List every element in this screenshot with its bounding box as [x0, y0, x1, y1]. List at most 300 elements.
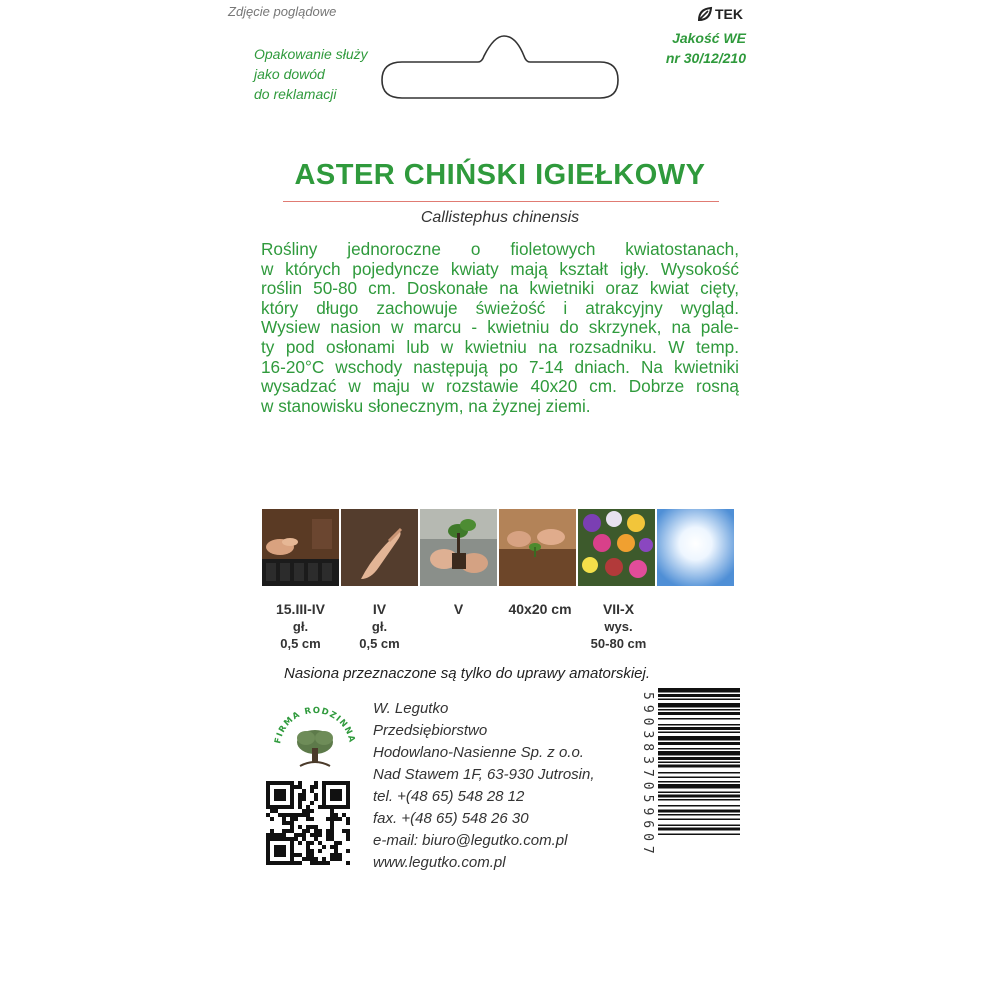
- complaint-line: jako dowód: [254, 66, 325, 82]
- flowers-photo: [578, 509, 655, 586]
- qr-module: [346, 805, 350, 809]
- barcode-bar: [658, 772, 740, 774]
- qr-module: [282, 821, 286, 825]
- qr-module: [274, 845, 278, 849]
- brand-text: TEK: [715, 6, 743, 22]
- qr-module: [270, 817, 274, 821]
- qr-module: [298, 805, 302, 809]
- qr-module: [330, 845, 334, 849]
- qr-module: [270, 837, 274, 841]
- qr-module: [302, 857, 306, 861]
- step-line: 40x20 cm: [508, 601, 572, 617]
- qr-module: [310, 833, 314, 837]
- barcode-bar: [658, 709, 740, 711]
- qr-module: [334, 857, 338, 861]
- qr-module: [334, 805, 338, 809]
- qr-module: [318, 805, 322, 809]
- qr-module: [346, 833, 350, 837]
- qr-module: [310, 853, 314, 857]
- qr-module: [330, 833, 334, 837]
- barcode-bar: [658, 814, 740, 816]
- qr-module: [298, 841, 302, 845]
- qr-module: [346, 837, 350, 841]
- qr-module: [282, 853, 286, 857]
- qr-module: [322, 845, 326, 849]
- pictogram-strip: [262, 509, 734, 586]
- description-line: 16-20°C wschody następują po 7-14 dniach. Na kwietniki: [261, 356, 739, 377]
- qr-module: [306, 857, 310, 861]
- qr-module: [282, 845, 286, 849]
- qr-module: [286, 829, 290, 833]
- barcode: [658, 688, 740, 870]
- qr-module: [294, 837, 298, 841]
- qr-module: [290, 781, 294, 785]
- qr-module: [302, 833, 306, 837]
- qr-module: [270, 829, 274, 833]
- step-label: [341, 601, 418, 652]
- seedling-photo: [420, 509, 497, 586]
- qr-module: [294, 861, 298, 865]
- qr-module: [330, 805, 334, 809]
- complaint-line: Opakowanie służy: [254, 46, 368, 62]
- qr-module: [322, 797, 326, 801]
- qr-module: [326, 829, 330, 833]
- qr-module: [322, 781, 326, 785]
- barcode-bar: [658, 805, 740, 807]
- barcode-bar: [658, 784, 740, 789]
- description-line: w których pojedyncze kwiaty mają kształt igły. Wysokość: [261, 258, 739, 279]
- qr-module: [306, 853, 310, 857]
- qr-module: [270, 805, 274, 809]
- qr-module: [274, 797, 278, 801]
- qr-code: [266, 781, 350, 865]
- qr-module: [266, 789, 270, 793]
- qr-module: [306, 845, 310, 849]
- qr-module: [294, 833, 298, 837]
- qr-module: [286, 837, 290, 841]
- qr-module: [278, 797, 282, 801]
- qr-module: [274, 781, 278, 785]
- qr-module: [322, 801, 326, 805]
- qr-module: [310, 825, 314, 829]
- qr-module: [310, 857, 314, 861]
- qr-module: [290, 837, 294, 841]
- qr-module: [278, 861, 282, 865]
- barcode-bar: [658, 694, 740, 697]
- qr-module: [326, 805, 330, 809]
- description-line: ty pod osłonami lub w kwietniu na rozsadniku. W temp.: [261, 336, 739, 357]
- qr-module: [290, 813, 294, 817]
- barcode-bar: [658, 712, 740, 715]
- qr-module: [346, 789, 350, 793]
- quality-line: nr 30/12/210: [665, 50, 746, 66]
- qr-module: [290, 793, 294, 797]
- qr-module: [266, 813, 270, 817]
- qr-module: [306, 809, 310, 813]
- contact-line: www.legutko.com.pl: [373, 854, 506, 871]
- qr-module: [330, 837, 334, 841]
- qr-module: [326, 837, 330, 841]
- qr-module: [334, 793, 338, 797]
- qr-module: [302, 809, 306, 813]
- product-title: ASTER CHIŃSKI IGIEŁKOWY: [294, 159, 706, 191]
- photo-note: Zdjęcie poglądowe: [228, 4, 337, 19]
- qr-module: [270, 809, 274, 813]
- qr-module: [278, 849, 282, 853]
- qr-module: [314, 785, 318, 789]
- qr-module: [274, 809, 278, 813]
- qr-module: [294, 785, 298, 789]
- qr-module: [334, 817, 338, 821]
- qr-module: [318, 833, 322, 837]
- qr-module: [342, 829, 346, 833]
- barcode-bar: [658, 742, 740, 745]
- qr-module: [306, 813, 310, 817]
- qr-module: [266, 781, 270, 785]
- qr-module: [330, 797, 334, 801]
- qr-module: [338, 817, 342, 821]
- qr-module: [330, 821, 334, 825]
- qr-module: [314, 797, 318, 801]
- qr-module: [314, 825, 318, 829]
- qr-module: [290, 789, 294, 793]
- qr-module: [310, 809, 314, 813]
- quality-note: [620, 28, 746, 68]
- qr-module: [290, 829, 294, 833]
- qr-module: [338, 793, 342, 797]
- qr-module: [290, 797, 294, 801]
- qr-module: [290, 841, 294, 845]
- qr-module: [290, 857, 294, 861]
- qr-module: [274, 853, 278, 857]
- qr-module: [302, 837, 306, 841]
- qr-module: [278, 805, 282, 809]
- qr-module: [286, 805, 290, 809]
- qr-module: [298, 813, 302, 817]
- qr-module: [346, 793, 350, 797]
- qr-module: [330, 781, 334, 785]
- qr-module: [278, 789, 282, 793]
- step-label: [580, 601, 657, 652]
- qr-module: [330, 829, 334, 833]
- qr-module: [298, 793, 302, 797]
- qr-module: [274, 789, 278, 793]
- qr-module: [330, 809, 334, 813]
- qr-module: [298, 801, 302, 805]
- qr-module: [282, 837, 286, 841]
- contact-line: W. Legutko: [373, 700, 449, 717]
- barcode-bar: [658, 699, 740, 701]
- qr-module: [342, 781, 346, 785]
- qr-module: [266, 853, 270, 857]
- qr-module: [282, 805, 286, 809]
- qr-module: [290, 805, 294, 809]
- qr-module: [298, 781, 302, 785]
- barcode-bar: [658, 799, 740, 801]
- latin-name: Callistephus chinensis: [420, 209, 580, 226]
- step-label: [499, 601, 581, 618]
- qr-module: [338, 841, 342, 845]
- qr-module: [266, 849, 270, 853]
- qr-module: [290, 845, 294, 849]
- sowing-tray-photo: [262, 509, 339, 586]
- barcode-bar: [658, 792, 740, 794]
- qr-module: [314, 829, 318, 833]
- barcode-bar: [658, 718, 740, 720]
- qr-module: [322, 789, 326, 793]
- qr-module: [322, 805, 326, 809]
- qr-module: [278, 833, 282, 837]
- qr-module: [266, 785, 270, 789]
- step-line: IV: [372, 601, 387, 617]
- qr-module: [266, 857, 270, 861]
- qr-module: [338, 789, 342, 793]
- qr-module: [290, 801, 294, 805]
- qr-module: [310, 801, 314, 805]
- step-line: gł.: [371, 619, 388, 634]
- step-line: 50-80 cm: [590, 636, 647, 651]
- qr-module: [346, 801, 350, 805]
- qr-module: [306, 825, 310, 829]
- qr-module: [270, 833, 274, 837]
- sun-photo: [657, 509, 734, 586]
- qr-module: [314, 837, 318, 841]
- planting-photo: [499, 509, 576, 586]
- qr-module: [314, 861, 318, 865]
- qr-module: [274, 849, 278, 853]
- qr-module: [278, 837, 282, 841]
- qr-module: [318, 849, 322, 853]
- qr-module: [306, 841, 310, 845]
- qr-module: [282, 789, 286, 793]
- qr-module: [318, 841, 322, 845]
- step-line: 0,5 cm: [359, 636, 400, 651]
- complaint-note: [254, 44, 368, 104]
- qr-module: [290, 825, 294, 829]
- qr-module: [346, 821, 350, 825]
- qr-module: [310, 861, 314, 865]
- step-line: VII-X: [602, 601, 635, 617]
- qr-module: [346, 781, 350, 785]
- barcode-bar: [658, 777, 740, 779]
- barcode-bar: [658, 748, 740, 750]
- qr-module: [266, 845, 270, 849]
- barcode-bar: [658, 819, 740, 821]
- qr-module: [266, 833, 270, 837]
- qr-module: [334, 797, 338, 801]
- qr-module: [278, 845, 282, 849]
- qr-module: [334, 849, 338, 853]
- qr-module: [282, 829, 286, 833]
- qr-module: [334, 841, 338, 845]
- company-contact: [373, 698, 595, 874]
- barcode-bar: [658, 781, 740, 783]
- qr-module: [310, 817, 314, 821]
- qr-module: [334, 781, 338, 785]
- qr-module: [346, 849, 350, 853]
- qr-module: [346, 829, 350, 833]
- qr-module: [318, 861, 322, 865]
- qr-module: [266, 861, 270, 865]
- barcode-bar: [658, 751, 740, 756]
- qr-module: [326, 861, 330, 865]
- barcode-bar: [658, 732, 740, 734]
- barcode-bar: [658, 765, 740, 768]
- qr-module: [266, 793, 270, 797]
- qr-module: [286, 781, 290, 785]
- description-line: w stanowisku słonecznym, na żyznej ziemi.: [261, 395, 591, 416]
- qr-module: [290, 853, 294, 857]
- contact-line: Nad Stawem 1F, 63-930 Jutrosin,: [373, 766, 595, 783]
- qr-module: [274, 833, 278, 837]
- qr-module: [334, 813, 338, 817]
- step-line: 0,5 cm: [280, 636, 321, 651]
- qr-module: [282, 817, 286, 821]
- qr-module: [298, 833, 302, 837]
- qr-module: [342, 805, 346, 809]
- amateur-use-notice: Nasiona przeznaczone są tylko do uprawy amatorskiej.: [284, 665, 651, 682]
- contact-line: tel. +(48 65) 548 28 12: [373, 788, 525, 805]
- barcode-bar: [658, 703, 740, 708]
- qr-module: [322, 857, 326, 861]
- qr-module: [322, 861, 326, 865]
- qr-module: [330, 789, 334, 793]
- qr-module: [306, 805, 310, 809]
- qr-module: [286, 861, 290, 865]
- qr-module: [330, 857, 334, 861]
- qr-module: [278, 853, 282, 857]
- barcode-bar: [658, 762, 740, 764]
- barcode-bar: [658, 727, 740, 730]
- qr-module: [282, 793, 286, 797]
- qr-module: [322, 793, 326, 797]
- qr-module: [314, 793, 318, 797]
- qr-module: [302, 829, 306, 833]
- qr-module: [274, 837, 278, 841]
- qr-module: [310, 841, 314, 845]
- qr-module: [334, 853, 338, 857]
- qr-module: [278, 813, 282, 817]
- qr-module: [290, 861, 294, 865]
- qr-module: [294, 817, 298, 821]
- qr-module: [278, 781, 282, 785]
- step-line: V: [453, 601, 464, 617]
- brand-mark: [697, 6, 743, 22]
- qr-module: [294, 853, 298, 857]
- barcode-bar: [658, 825, 740, 827]
- quality-line: Jakość WE: [672, 30, 746, 46]
- qr-module: [302, 797, 306, 801]
- description-line: który długo zachowuje świeżość i atrakcyjny wygląd.: [261, 297, 739, 318]
- qr-module: [338, 853, 342, 857]
- qr-module: [338, 781, 342, 785]
- description-line: roślin 50-80 cm. Doskonałe na kwietniki oraz kwiat cięty,: [261, 278, 739, 299]
- barcode-bar: [658, 810, 740, 813]
- qr-module: [286, 821, 290, 825]
- step-label: [420, 601, 497, 618]
- qr-module: [290, 785, 294, 789]
- qr-module: [266, 841, 270, 845]
- barcode-digits: 5903837059607: [640, 692, 655, 859]
- contact-line: fax. +(48 65) 548 26 30: [373, 810, 529, 827]
- qr-module: [322, 785, 326, 789]
- step-label: [262, 601, 339, 652]
- step-line: 15.III-IV: [275, 601, 326, 617]
- qr-module: [298, 785, 302, 789]
- qr-module: [326, 781, 330, 785]
- qr-module: [306, 849, 310, 853]
- logo-arc-text: FIRMA RODZINNA: [273, 705, 357, 745]
- qr-module: [282, 849, 286, 853]
- contact-line: Hodowlano-Nasienne Sp. z o.o.: [373, 744, 584, 761]
- qr-module: [334, 789, 338, 793]
- description-line: wysadzać w maju w rozstawie 40x20 cm. Dobrze rosną: [261, 376, 739, 397]
- qr-module: [270, 781, 274, 785]
- qr-module: [302, 813, 306, 817]
- barcode-bar: [658, 828, 740, 831]
- sowing-soil-photo: [341, 509, 418, 586]
- qr-module: [346, 817, 350, 821]
- qr-module: [282, 797, 286, 801]
- hang-hole-icon: [378, 30, 628, 104]
- family-firm-logo: [270, 700, 360, 776]
- qr-module: [290, 817, 294, 821]
- qr-module: [266, 805, 270, 809]
- qr-module: [290, 849, 294, 853]
- barcode-bar: [658, 736, 740, 741]
- qr-module: [330, 817, 334, 821]
- qr-module: [314, 781, 318, 785]
- contact-line: Przedsiębiorstwo: [373, 722, 488, 739]
- complaint-line: do reklamacji: [254, 86, 337, 102]
- qr-module: [278, 793, 282, 797]
- qr-module: [266, 797, 270, 801]
- qr-module: [306, 817, 310, 821]
- qr-module: [310, 785, 314, 789]
- qr-module: [282, 833, 286, 837]
- qr-module: [330, 813, 334, 817]
- barcode-bar: [658, 834, 740, 836]
- barcode-bar: [658, 795, 740, 798]
- qr-module: [310, 849, 314, 853]
- barcode-bar: [658, 688, 740, 693]
- qr-module: [346, 785, 350, 789]
- qr-module: [282, 781, 286, 785]
- qr-module: [330, 853, 334, 857]
- qr-module: [274, 861, 278, 865]
- barcode-bar: [658, 724, 740, 726]
- qr-module: [266, 801, 270, 805]
- qr-module: [302, 793, 306, 797]
- qr-module: [282, 813, 286, 817]
- qr-module: [270, 861, 274, 865]
- qr-module: [298, 861, 302, 865]
- qr-module: [290, 821, 294, 825]
- qr-module: [298, 825, 302, 829]
- qr-module: [294, 813, 298, 817]
- qr-module: [338, 805, 342, 809]
- contact-line: e-mail: biuro@legutko.com.pl: [373, 832, 568, 849]
- qr-module: [286, 813, 290, 817]
- qr-module: [338, 857, 342, 861]
- qr-module: [274, 805, 278, 809]
- qr-module: [338, 797, 342, 801]
- description-line: Rośliny jednoroczne o fioletowych kwiatostanach,: [261, 239, 739, 259]
- qr-module: [266, 837, 270, 841]
- qr-module: [306, 829, 310, 833]
- qr-module: [314, 857, 318, 861]
- qr-module: [330, 793, 334, 797]
